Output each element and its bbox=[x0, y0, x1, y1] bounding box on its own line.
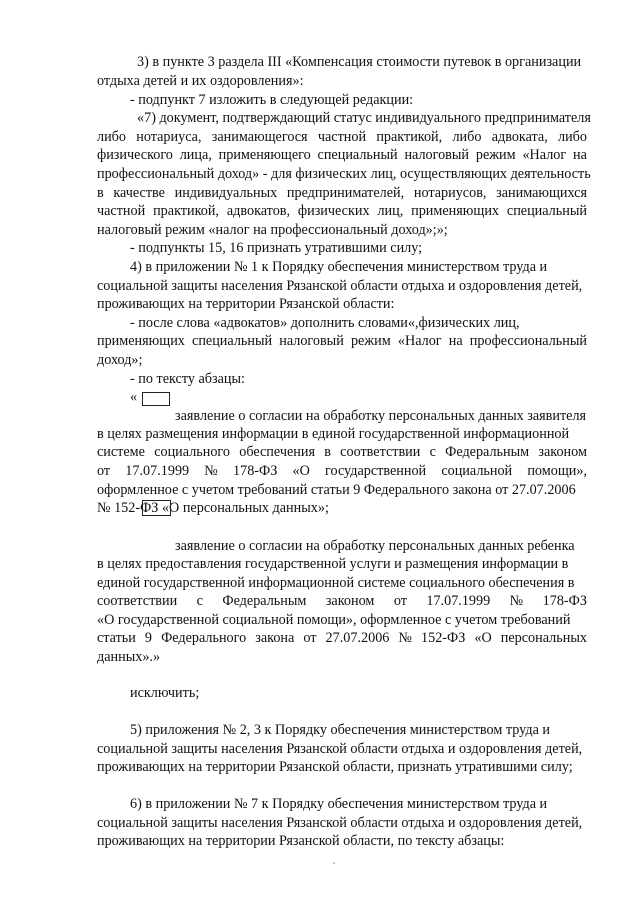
text-line: проживающих на территории Рязанской области, признать утратившими силу; bbox=[97, 759, 573, 775]
text-line: статьи 9 Федерального закона от 27.07.2006 № 152-ФЗ «О персональных bbox=[97, 630, 587, 646]
text-line: 4) в приложении № 1 к Порядку обеспечения министерством труда и bbox=[130, 259, 548, 275]
text-line: физического лица, применяющего специальный налоговый режим «Налог на bbox=[97, 147, 587, 163]
checkbox-square-applicant bbox=[142, 392, 170, 406]
text-line: - после слова «адвокатов» дополнить словами«,физических лиц, bbox=[130, 315, 520, 331]
text-line: 5) приложения № 2, 3 к Порядку обеспечения министерством труда и bbox=[130, 722, 551, 738]
text-line: «7) документ, подтверждающий статус индивидуального предпринимателя bbox=[137, 110, 591, 126]
text-line: профессиональный доход» - для физических лиц, осуществляющих деятельность bbox=[97, 166, 591, 182]
text-line: - подпункт 7 изложить в следующей редакции: bbox=[130, 92, 414, 108]
text-line: № 152-ФЗ «О персональных данных»; bbox=[97, 500, 329, 516]
text-line: доход»; bbox=[97, 352, 143, 368]
text-line: системе социального обеспечения в соответствии с Федеральным законом bbox=[97, 444, 587, 460]
text-line: проживающих на территории Рязанской области, по тексту абзацы: bbox=[97, 833, 505, 849]
text-line: в целях предоставления государственной услуги и размещения информации в bbox=[97, 556, 569, 572]
text-line: «О государственной социальной помощи», оформленное с учетом требований bbox=[97, 612, 571, 628]
text-line: либо нотариуса, занимающегося частной практикой, либо адвоката, либо bbox=[97, 129, 587, 145]
text-line: - подпункты 15, 16 признать утратившими силу; bbox=[130, 240, 423, 256]
text-line: - по тексту абзацы: bbox=[130, 371, 245, 387]
text-line: проживающих на территории Рязанской области: bbox=[97, 296, 395, 312]
text-line: единой государственной информационной системе социального обеспечения в bbox=[97, 575, 575, 591]
text-line: налоговый режим «налог на профессиональный доход»;»; bbox=[97, 222, 448, 238]
text-line: в целях размещения информации в единой государственной информационной bbox=[97, 426, 570, 442]
text-line: социальной защиты населения Рязанской области отдыха и оздоровления детей, bbox=[97, 278, 583, 294]
text-line: 3) в пункте 3 раздела III «Компенсация стоимости путевок в организации bbox=[137, 54, 582, 70]
checkbox-square-child bbox=[142, 500, 171, 516]
text-line: в качестве индивидуальных предпринимателей, нотариусов, занимающихся bbox=[97, 185, 587, 201]
text-line: заявление о согласии на обработку персональных данных ребенка bbox=[175, 538, 575, 554]
text-line: 6) в приложении № 7 к Порядку обеспечения министерством труда и bbox=[130, 796, 548, 812]
text-line: применяющих специальный налоговый режим «Налог на профессиональный bbox=[97, 333, 587, 349]
text-line: от 17.07.1999 № 178-ФЗ «О государственной социальной помощи», bbox=[97, 463, 587, 479]
scan-speck bbox=[333, 862, 335, 864]
text-line: частной практикой, адвокатов, физических лиц, применяющих специальный bbox=[97, 203, 587, 219]
text-line: отдыха детей и их оздоровления»: bbox=[97, 73, 304, 89]
text-line: оформленное с учетом требований статьи 9 Федерального закона от 27.07.2006 bbox=[97, 482, 576, 498]
text-line: заявление о согласии на обработку персональных данных заявителя bbox=[175, 408, 587, 424]
text-line: социальной защиты населения Рязанской области отдыха и оздоровления детей, bbox=[97, 741, 583, 757]
text-line: соответствии с Федеральным законом от 17.07.1999 № 178-ФЗ bbox=[97, 593, 587, 609]
text-line: социальной защиты населения Рязанской области отдыха и оздоровления детей, bbox=[97, 815, 583, 831]
text-line: « bbox=[130, 389, 138, 405]
text-line: исключить; bbox=[130, 685, 200, 701]
text-line: данных».» bbox=[97, 649, 161, 665]
